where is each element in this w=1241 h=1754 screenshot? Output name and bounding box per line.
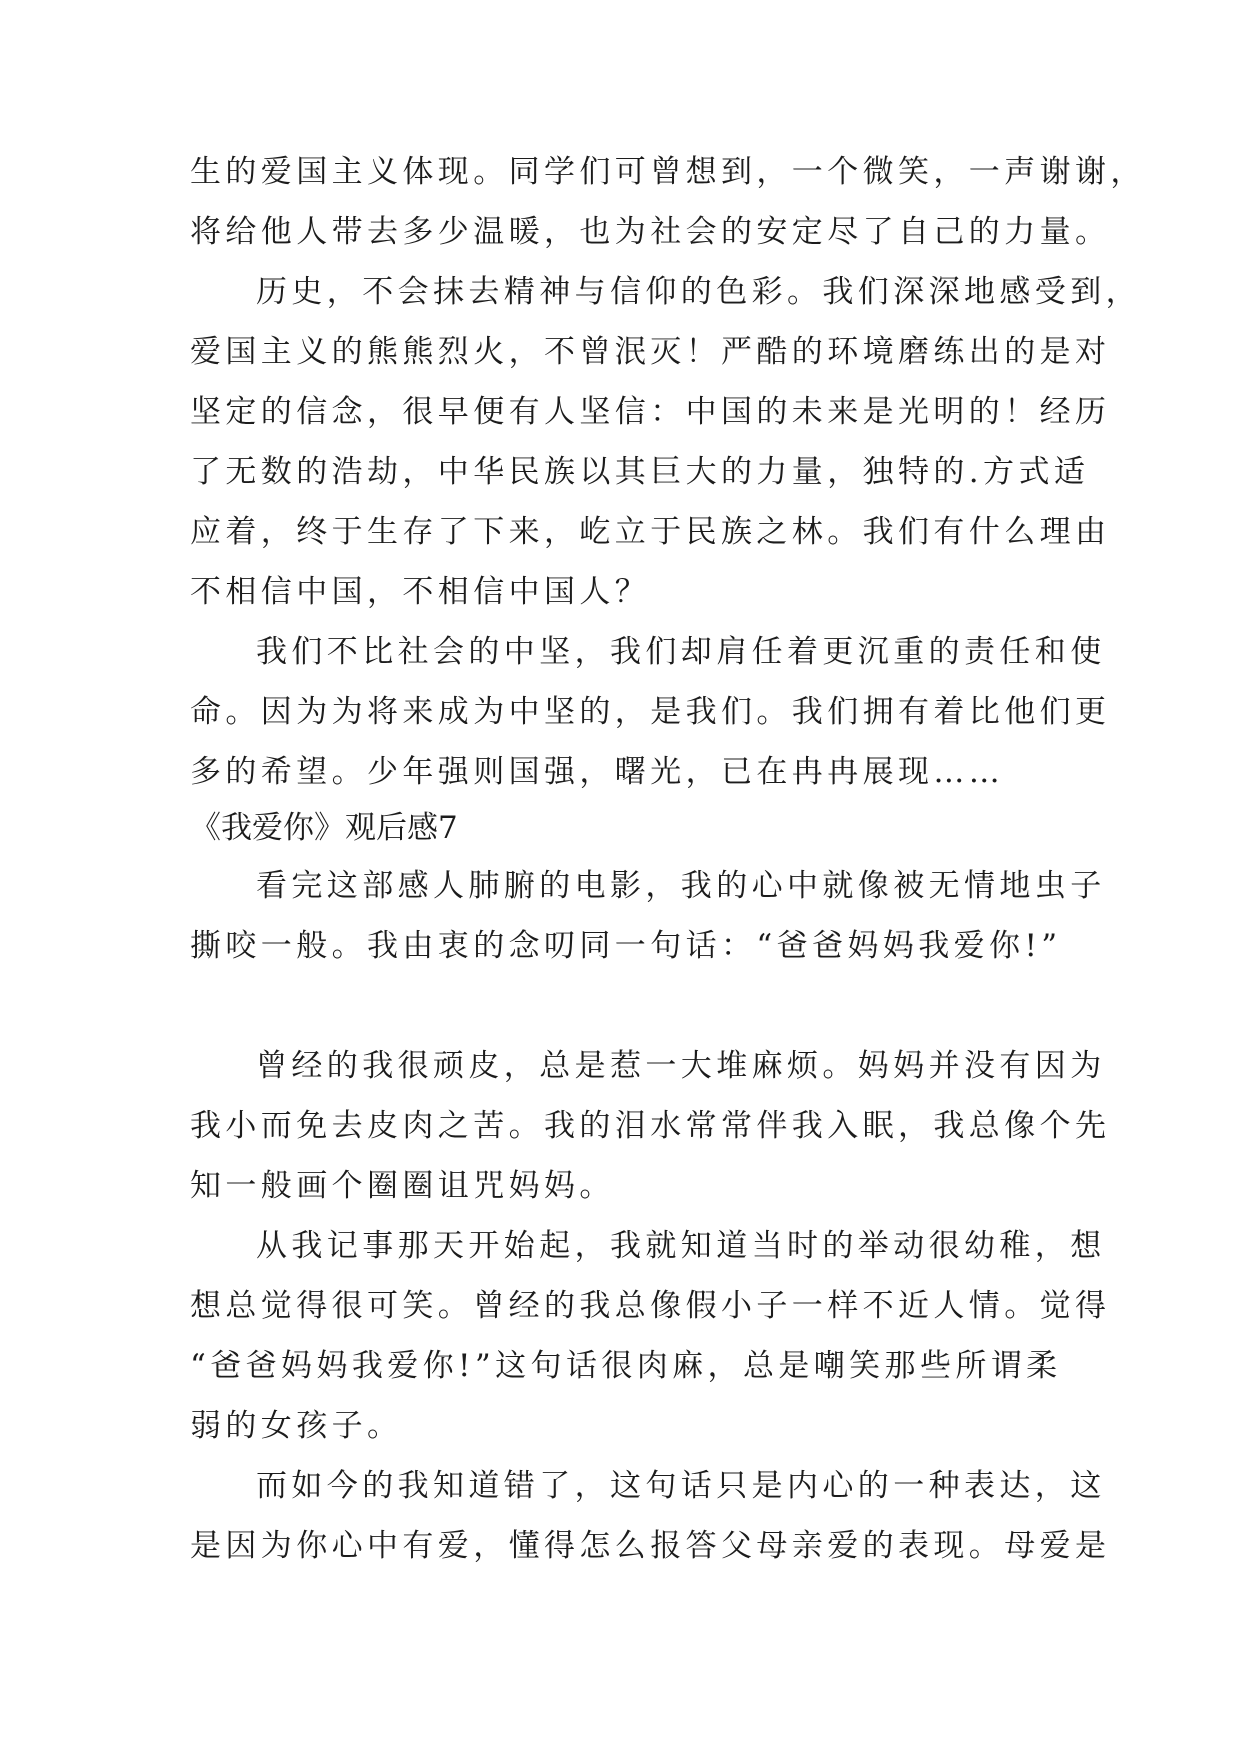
text-line: 多的希望。少年强则国强，曙光，已在冉冉展现…… <box>190 754 1005 790</box>
text-line: 将给他人带去多少温暖，也为社会的安定尽了自己的力量。 <box>190 214 1111 250</box>
paragraph-start-line: 从我记事那天开始起，我就知道当时的举动很幼稚，想 <box>256 1228 1106 1264</box>
text-line: 生的爱国主义体现。同学们可曾想到，一个微笑，一声谢谢， <box>190 154 1146 190</box>
paragraph-start-line: 而如今的我知道错了，这句话只是内心的一种表达，这 <box>256 1468 1106 1504</box>
text-line: 是因为你心中有爱，懂得怎么报答父母亲爱的表现。母爱是 <box>190 1528 1111 1564</box>
text-line: 了无数的浩劫，中华民族以其巨大的力量，独特的.方式适 <box>190 454 1090 490</box>
text-line: 想总觉得很可笑。曾经的我总像假小子一样不近人情。觉得 <box>190 1288 1111 1324</box>
text-line: 弱的女孩子。 <box>190 1408 403 1444</box>
text-line: “爸爸妈妈我爱你!”这句话很肉麻，总是嘲笑那些所谓柔 <box>190 1348 1062 1384</box>
text-line: 知一般画个圈圈诅咒妈妈。 <box>190 1168 615 1204</box>
text-line: 不相信中国，不相信中国人？ <box>190 574 651 610</box>
paragraph-start-line: 曾经的我很顽皮，总是惹一大堆麻烦。妈妈并没有因为 <box>256 1048 1106 1084</box>
text-line: 命。因为为将来成为中坚的，是我们。我们拥有着比他们更 <box>190 694 1111 730</box>
text-line: 撕咬一般。我由衷的念叨同一句话：“爸爸妈妈我爱你!” <box>190 928 1062 964</box>
text-line: 爱国主义的熊熊烈火，不曾泯灭！严酷的环境磨练出的是对 <box>190 334 1111 370</box>
text-line: 我小而免去皮肉之苦。我的泪水常常伴我入眠，我总像个先 <box>190 1108 1111 1144</box>
paragraph-start-line: 我们不比社会的中坚，我们却肩任着更沉重的责任和使 <box>256 634 1106 670</box>
section-heading: 《我爱你》观后感7 <box>190 810 458 846</box>
text-line: 坚定的信念，很早便有人坚信：中国的未来是光明的！经历 <box>190 394 1111 430</box>
text-line: 应着，终于生存了下来，屹立于民族之林。我们有什么理由 <box>190 514 1111 550</box>
paragraph-start-line: 看完这部感人肺腑的电影，我的心中就像被无情地虫子 <box>256 868 1106 904</box>
paragraph-start-line: 历史，不会抹去精神与信仰的色彩。我们深深地感受到， <box>256 274 1141 310</box>
